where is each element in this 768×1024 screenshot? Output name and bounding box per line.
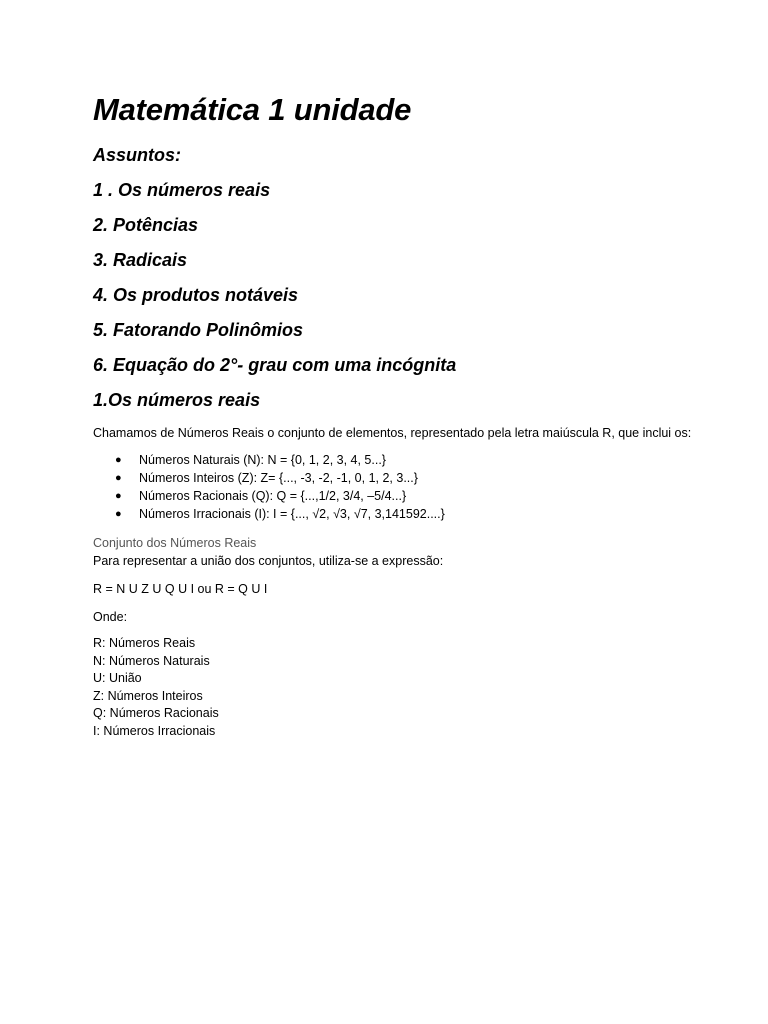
list-item [93, 487, 693, 505]
list-item [93, 451, 693, 469]
topic-item: 4. Os produtos notáveis [93, 285, 299, 305]
number-sets-list [93, 451, 693, 523]
list-item [93, 505, 693, 523]
topic-item: 5. Fatorando Polinômios [93, 320, 304, 340]
list-item-text: Números Naturais (N): N = {0, 1, 2, 3, 4, 5...} [139, 453, 386, 467]
list-item-text: Números Inteiros (Z): Z= {..., -3, -2, -1, 0, 1, 2, 3...} [139, 471, 418, 485]
list-item-text: Números Irracionais (I): I = {..., √2, √3, √7, 3,141592....} [139, 507, 445, 521]
onde-label: Onde: [93, 610, 128, 624]
topic-item: 2. Potências [93, 215, 199, 235]
section-heading: 1.Os números reais [93, 390, 261, 410]
bullet-icon: ● [115, 454, 122, 466]
list-item-text: Números Racionais (Q): Q = {...,1/2, 3/4, –5/4...} [139, 489, 407, 503]
legend-item: Q: Números Racionais [93, 706, 219, 721]
topic-item: 1 . Os números reais [93, 180, 271, 200]
list-item [93, 469, 693, 487]
legend-item: R: Números Reais [93, 636, 196, 650]
document-title: Matemática 1 unidade [93, 92, 412, 127]
bullet-icon: ● [115, 490, 122, 502]
formula: R = N U Z U Q U I ou R = Q U I [93, 582, 268, 596]
legend-item: N: Números Naturais [93, 653, 210, 668]
topics-list [93, 178, 693, 377]
subheading: Conjunto dos Números Reais [93, 536, 257, 550]
legend-item: U: União [93, 671, 142, 686]
bullet-icon: ● [115, 472, 122, 484]
assuntos-label: Assuntos: [93, 145, 182, 165]
bullet-icon: ● [115, 508, 122, 520]
union-text: Para representar a união dos conjuntos, utiliza-se a expressão: [93, 554, 444, 568]
intro-paragraph: Chamamos de Números Reais o conjunto de elementos, representado pela letra maiúscula R, que inclui os: [93, 426, 692, 440]
topic-item: 6. Equação do 2°- grau com uma incógnita [93, 355, 457, 375]
legend-item: Z: Números Inteiros [93, 688, 203, 703]
legend-item: I: Números Irracionais [93, 723, 216, 738]
legend-list [93, 635, 693, 741]
document-page [93, 88, 693, 741]
topic-item: 3. Radicais [93, 250, 188, 270]
